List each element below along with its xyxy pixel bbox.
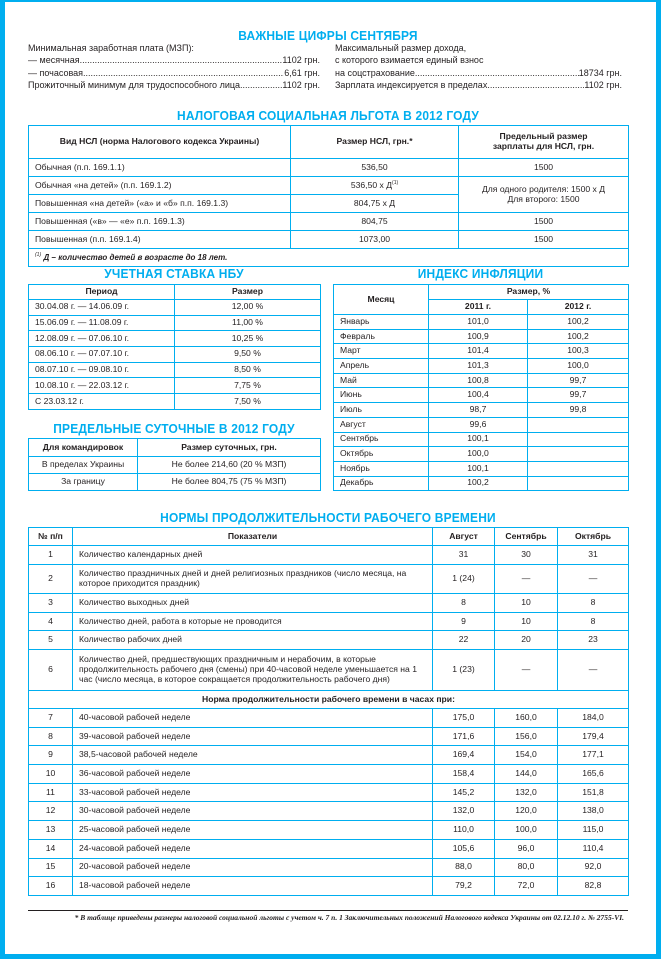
table-cell: 23 bbox=[558, 631, 629, 650]
table-row bbox=[29, 394, 321, 410]
dot-leader bbox=[240, 79, 282, 91]
norms-table bbox=[28, 527, 629, 896]
key-figures-title: ВАЖНЫЕ ЦИФРЫ СЕНТЯБРЯ bbox=[238, 28, 418, 43]
table-cell: 30 bbox=[495, 546, 558, 565]
table-cell: 22 bbox=[433, 631, 495, 650]
table-cell: 100,2 bbox=[429, 476, 528, 491]
table-cell: 6 bbox=[29, 650, 73, 691]
table-row bbox=[29, 802, 629, 821]
table-cell: 5 bbox=[29, 631, 73, 650]
dot-leader bbox=[83, 67, 284, 79]
table-cell: 14 bbox=[29, 839, 73, 858]
table-cell: 99,7 bbox=[528, 388, 629, 403]
key-figure-item bbox=[28, 54, 320, 66]
table-cell: 175,0 bbox=[433, 709, 495, 728]
table-cell: 100,0 bbox=[528, 359, 629, 374]
table-cell: Количество праздничных дней и дней религиозных праздников (число месяца, на которое приходится праздник) bbox=[73, 565, 433, 594]
table-cell: 31 bbox=[558, 546, 629, 565]
table-cell: 10 bbox=[495, 613, 558, 631]
page-footnote: * В таблице приведены размеры налоговой социальной льготы с учетом ч. 7 п. 1 Заключительных положений Налогового кодекса Украины от 02.12.10 г. № 2755-VI. bbox=[74, 913, 624, 922]
table-cell: 101,3 bbox=[429, 359, 528, 374]
table-cell: 10 bbox=[29, 765, 73, 784]
table-row bbox=[29, 362, 321, 378]
table-cell: Декабрь bbox=[334, 476, 429, 491]
table-cell: 12,00 % bbox=[175, 300, 321, 316]
nsl-header: Предельный размер зарплаты для НСЛ, грн. bbox=[459, 126, 629, 159]
max-income-heading1: Максимальный размер дохода, bbox=[335, 43, 467, 53]
table-cell: 11 bbox=[29, 783, 73, 802]
table-cell: 115,0 bbox=[558, 821, 629, 840]
table-cell: 79,2 bbox=[433, 877, 495, 896]
table-row bbox=[29, 858, 629, 877]
key-figure-label: на соцстрахование bbox=[335, 67, 415, 78]
table-cell: 7,75 % bbox=[175, 378, 321, 394]
table-row bbox=[29, 457, 321, 474]
cell: 1500 bbox=[459, 231, 629, 249]
table-cell: 8 bbox=[433, 594, 495, 613]
table-cell: 3 bbox=[29, 594, 73, 613]
table-cell: 177,1 bbox=[558, 746, 629, 765]
table-cell: 9 bbox=[29, 746, 73, 765]
table-cell: 8 bbox=[558, 594, 629, 613]
table-cell: 39-часовой рабочей неделе bbox=[73, 727, 433, 746]
table-row bbox=[29, 474, 321, 491]
table-cell: 100,8 bbox=[429, 373, 528, 388]
superscript: (1) bbox=[35, 251, 42, 258]
inflation-table bbox=[333, 284, 629, 491]
table-cell: 105,6 bbox=[433, 839, 495, 858]
table-cell: 101,0 bbox=[429, 315, 528, 330]
table-row bbox=[334, 476, 629, 491]
table-row bbox=[29, 783, 629, 802]
table-cell: — bbox=[558, 565, 629, 594]
table-row bbox=[334, 417, 629, 432]
table-cell: 100,2 bbox=[528, 315, 629, 330]
table-cell: 40-часовой рабочей неделе bbox=[73, 709, 433, 728]
table-cell: 8,50 % bbox=[175, 362, 321, 378]
table-cell: 100,1 bbox=[429, 461, 528, 476]
table-cell: В пределах Украины bbox=[29, 457, 138, 474]
key-figure-item bbox=[28, 67, 320, 79]
table-cell: 30-часовой рабочей неделе bbox=[73, 802, 433, 821]
table-cell: 145,2 bbox=[433, 783, 495, 802]
table-cell: 1 (24) bbox=[433, 565, 495, 594]
table-cell bbox=[528, 461, 629, 476]
table-cell: 20 bbox=[495, 631, 558, 650]
table-cell: Июль bbox=[334, 403, 429, 418]
table-cell: 10.08.10 г. — 22.03.12 г. bbox=[29, 378, 175, 394]
cell: 804,75 х Д bbox=[291, 195, 459, 213]
table-cell: Не более 214,60 (20 % МЗП) bbox=[138, 457, 321, 474]
table-row bbox=[334, 447, 629, 462]
per-diem-header: Размер суточных, грн. bbox=[138, 439, 321, 457]
table-cell: 120,0 bbox=[495, 802, 558, 821]
cell-value: 536,50 х Д bbox=[350, 179, 393, 190]
table-cell: 18-часовой рабочей неделе bbox=[73, 877, 433, 896]
cell: 804,75 bbox=[291, 213, 459, 231]
table-cell: 7,50 % bbox=[175, 394, 321, 410]
table-cell: 82,8 bbox=[558, 877, 629, 896]
table-row bbox=[29, 821, 629, 840]
table-row bbox=[29, 594, 629, 613]
table-cell: 165,6 bbox=[558, 765, 629, 784]
table-cell: 100,0 bbox=[495, 821, 558, 840]
year-2011: 2011 г. bbox=[429, 300, 528, 315]
table-row bbox=[29, 650, 629, 691]
key-figure-value: 1102 грн. bbox=[282, 80, 320, 91]
table-cell: 100,1 bbox=[429, 432, 528, 447]
table-cell: Апрель bbox=[334, 359, 429, 374]
table-row bbox=[29, 331, 321, 347]
table-cell: 184,0 bbox=[558, 709, 629, 728]
table-cell: Ноябрь bbox=[334, 461, 429, 476]
table-cell: Сентябрь bbox=[334, 432, 429, 447]
key-figure-label: — почасовая bbox=[28, 67, 84, 78]
table-row bbox=[29, 565, 629, 594]
table-cell: 31 bbox=[433, 546, 495, 565]
table-cell bbox=[528, 476, 629, 491]
dot-leader bbox=[415, 67, 579, 79]
per-diem-title: ПРЕДЕЛЬНЫЕ СУТОЧНЫЕ В 2012 ГОДУ bbox=[53, 421, 295, 436]
merged-line: Для одного родителя: 1500 х Д bbox=[481, 183, 606, 194]
table-cell: 08.07.10 г. — 09.08.10 г. bbox=[29, 362, 175, 378]
nbu-header: Период bbox=[29, 285, 175, 300]
mzp-heading: Минимальная заработная плата (МЗП): bbox=[28, 43, 194, 53]
table-cell: 24-часовой рабочей неделе bbox=[73, 839, 433, 858]
table-cell: Количество дней, предшествующих праздничным и нерабочим, в которые продолжительность рабочего дня (смены) при 40-часовой неделе уменьшается на 1 час (число месяца, в которое сокращается продолжительность рабочего дня) bbox=[73, 650, 433, 691]
table-cell: — bbox=[495, 650, 558, 691]
table-row bbox=[29, 159, 629, 177]
table-cell: Март bbox=[334, 344, 429, 359]
table-row bbox=[29, 631, 629, 650]
table-cell: 1 bbox=[29, 546, 73, 565]
table-cell: 99,6 bbox=[429, 417, 528, 432]
table-cell: 4 bbox=[29, 613, 73, 631]
norms-header: Показатели bbox=[73, 528, 433, 546]
key-figure-value: 6,61 грн. bbox=[284, 67, 320, 78]
table-cell: 38,5-часовой рабочей неделе bbox=[73, 746, 433, 765]
table-cell bbox=[528, 417, 629, 432]
table-cell: 8 bbox=[29, 727, 73, 746]
norms-title: НОРМЫ ПРОДОЛЖИТЕЛЬНОСТИ РАБОЧЕГО ВРЕМЕНИ bbox=[160, 510, 496, 525]
table-row bbox=[29, 709, 629, 728]
table-cell: За границу bbox=[29, 474, 138, 491]
table-cell: 132,0 bbox=[495, 783, 558, 802]
superscript: (1) bbox=[392, 179, 399, 186]
table-cell: 8 bbox=[558, 613, 629, 631]
table-row bbox=[29, 315, 321, 331]
dot-leader bbox=[487, 79, 584, 91]
table-row bbox=[29, 877, 629, 896]
table-cell: 72,0 bbox=[495, 877, 558, 896]
max-income-heading2: с которого взимается единый взнос bbox=[335, 55, 484, 66]
key-figure-value: 18734 грн. bbox=[578, 67, 622, 78]
table-row bbox=[29, 546, 629, 565]
table-row bbox=[334, 403, 629, 418]
norms-header: Октябрь bbox=[558, 528, 629, 546]
merged-cell bbox=[459, 177, 629, 213]
table-cell: Февраль bbox=[334, 329, 429, 344]
table-row bbox=[29, 231, 629, 249]
table-cell: 88,0 bbox=[433, 858, 495, 877]
table-cell: 171,6 bbox=[433, 727, 495, 746]
key-figures-left bbox=[28, 42, 320, 92]
cell bbox=[291, 177, 459, 195]
key-figure-label: Зарплата индексируется в пределах bbox=[335, 80, 488, 91]
key-figure-value: 1102 грн. bbox=[282, 55, 320, 66]
table-row bbox=[29, 300, 321, 316]
table-cell: 110,0 bbox=[433, 821, 495, 840]
key-figure-label: — месячная bbox=[28, 55, 80, 66]
table-row bbox=[334, 329, 629, 344]
norms-subheader: Норма продолжительности рабочего времени в часах при: bbox=[29, 691, 629, 709]
merged-line: Для второго: 1500 bbox=[507, 193, 580, 204]
norms-header: Сентябрь bbox=[495, 528, 558, 546]
cell: 1500 bbox=[459, 159, 629, 177]
cell: Обычная «на детей» (п.п. 169.1.2) bbox=[29, 177, 291, 195]
table-cell: 92,0 bbox=[558, 858, 629, 877]
nbu-table bbox=[28, 284, 321, 410]
table-cell: 99,8 bbox=[528, 403, 629, 418]
table-cell: 100,4 bbox=[429, 388, 528, 403]
table-row bbox=[29, 727, 629, 746]
inflation-header-month: Месяц bbox=[334, 285, 429, 315]
table-cell: 101,4 bbox=[429, 344, 528, 359]
table-cell: 15 bbox=[29, 858, 73, 877]
table-cell: Количество календарных дней bbox=[73, 546, 433, 565]
table-row bbox=[334, 388, 629, 403]
table-cell: 33-часовой рабочей неделе bbox=[73, 783, 433, 802]
table-row bbox=[29, 177, 629, 195]
table-cell: Январь bbox=[334, 315, 429, 330]
table-cell: Количество рабочих дней bbox=[73, 631, 433, 650]
table-cell: 179,4 bbox=[558, 727, 629, 746]
table-cell: 9 bbox=[433, 613, 495, 631]
nsl-header: Размер НСЛ, грн.* bbox=[291, 126, 459, 159]
table-cell: 11,00 % bbox=[175, 315, 321, 331]
table-cell: Октябрь bbox=[334, 447, 429, 462]
table-cell: Количество выходных дней bbox=[73, 594, 433, 613]
table-cell: — bbox=[558, 650, 629, 691]
key-figure-item bbox=[28, 79, 320, 91]
nsl-title: НАЛОГОВАЯ СОЦИАЛЬНАЯ ЛЬГОТА В 2012 ГОДУ bbox=[177, 108, 479, 123]
table-row bbox=[29, 839, 629, 858]
table-cell: 100,3 bbox=[528, 344, 629, 359]
inflation-title: ИНДЕКС ИНФЛЯЦИИ bbox=[417, 266, 544, 281]
norms-header: № п/п bbox=[29, 528, 73, 546]
table-cell: 110,4 bbox=[558, 839, 629, 858]
table-cell: 08.06.10 г. — 07.07.10 г. bbox=[29, 347, 175, 363]
cell: Повышенная «на детей» («а» и «б» п.п. 169.1.3) bbox=[29, 195, 291, 213]
key-figures-right bbox=[335, 42, 622, 92]
nsl-table bbox=[28, 125, 629, 267]
table-cell: 10,25 % bbox=[175, 331, 321, 347]
cell: Повышенная («в» — «е» п.п. 169.1.3) bbox=[29, 213, 291, 231]
table-row bbox=[334, 432, 629, 447]
table-cell bbox=[528, 432, 629, 447]
cell: 536,50 bbox=[291, 159, 459, 177]
cell: 1500 bbox=[459, 213, 629, 231]
table-cell: 16 bbox=[29, 877, 73, 896]
table-cell bbox=[528, 447, 629, 462]
table-cell: 158,4 bbox=[433, 765, 495, 784]
table-cell: 80,0 bbox=[495, 858, 558, 877]
table-row bbox=[29, 613, 629, 631]
inflation-header-size: Размер, % bbox=[429, 285, 629, 300]
table-cell: 138,0 bbox=[558, 802, 629, 821]
table-row bbox=[334, 359, 629, 374]
nbu-header: Размер bbox=[175, 285, 321, 300]
table-cell: С 23.03.12 г. bbox=[29, 394, 175, 410]
table-cell: 9,50 % bbox=[175, 347, 321, 363]
table-row bbox=[29, 347, 321, 363]
table-cell: 12.08.09 г. — 07.06.10 г. bbox=[29, 331, 175, 347]
table-cell: 98,7 bbox=[429, 403, 528, 418]
table-cell: Май bbox=[334, 373, 429, 388]
table-row bbox=[334, 315, 629, 330]
per-diem-table bbox=[28, 438, 321, 491]
table-row bbox=[29, 746, 629, 765]
nbu-title: УЧЕТНАЯ СТАВКА НБУ bbox=[104, 266, 244, 281]
table-row bbox=[29, 765, 629, 784]
table-cell: Июнь bbox=[334, 388, 429, 403]
table-cell: 151,8 bbox=[558, 783, 629, 802]
table-row bbox=[334, 461, 629, 476]
table-cell: 99,7 bbox=[528, 373, 629, 388]
table-cell: 10 bbox=[495, 594, 558, 613]
table-cell: 30.04.08 г. — 14.06.09 г. bbox=[29, 300, 175, 316]
table-cell: Количество дней, работа в которые не проводится bbox=[73, 613, 433, 631]
table-row bbox=[334, 373, 629, 388]
table-cell: 160,0 bbox=[495, 709, 558, 728]
table-row bbox=[334, 344, 629, 359]
norms-header: Август bbox=[433, 528, 495, 546]
table-row bbox=[29, 213, 629, 231]
table-cell: 100,9 bbox=[429, 329, 528, 344]
key-figure-label: Прожиточный минимум для трудоспособного лица bbox=[28, 80, 241, 91]
table-cell: Не более 804,75 (75 % МЗП) bbox=[138, 474, 321, 491]
table-cell: 7 bbox=[29, 709, 73, 728]
table-cell: 1 (23) bbox=[433, 650, 495, 691]
footnote-divider bbox=[28, 910, 628, 911]
table-cell: Август bbox=[334, 417, 429, 432]
table-cell: 169,4 bbox=[433, 746, 495, 765]
table-cell: 2 bbox=[29, 565, 73, 594]
per-diem-header: Для командировок bbox=[29, 439, 138, 457]
nsl-footnote bbox=[29, 249, 629, 267]
table-cell: 144,0 bbox=[495, 765, 558, 784]
table-cell: 156,0 bbox=[495, 727, 558, 746]
cell: Обычная (п.п. 169.1.1) bbox=[29, 159, 291, 177]
key-figure-item bbox=[335, 67, 622, 79]
table-cell: 12 bbox=[29, 802, 73, 821]
table-cell: 100,2 bbox=[528, 329, 629, 344]
table-cell: 20-часовой рабочей неделе bbox=[73, 858, 433, 877]
table-cell: 36-часовой рабочей неделе bbox=[73, 765, 433, 784]
table-cell: 15.06.09 г. — 11.08.09 г. bbox=[29, 315, 175, 331]
nsl-header: Вид НСЛ (норма Налогового кодекса Украины) bbox=[29, 126, 291, 159]
table-cell: 25-часовой рабочей неделе bbox=[73, 821, 433, 840]
key-figure-value: 1102 грн. bbox=[584, 80, 622, 91]
cell: Повышенная (п.п. 169.1.4) bbox=[29, 231, 291, 249]
cell: 1073,00 bbox=[291, 231, 459, 249]
table-cell: 132,0 bbox=[433, 802, 495, 821]
footnote-text: Д – количество детей в возрасте до 18 лет. bbox=[43, 252, 228, 262]
table-row bbox=[29, 378, 321, 394]
key-figure-item bbox=[335, 79, 622, 91]
dot-leader bbox=[80, 54, 283, 66]
table-cell: 154,0 bbox=[495, 746, 558, 765]
year-2012: 2012 г. bbox=[528, 300, 629, 315]
table-cell: 13 bbox=[29, 821, 73, 840]
table-cell: 96,0 bbox=[495, 839, 558, 858]
table-cell: — bbox=[495, 565, 558, 594]
table-cell: 100,0 bbox=[429, 447, 528, 462]
